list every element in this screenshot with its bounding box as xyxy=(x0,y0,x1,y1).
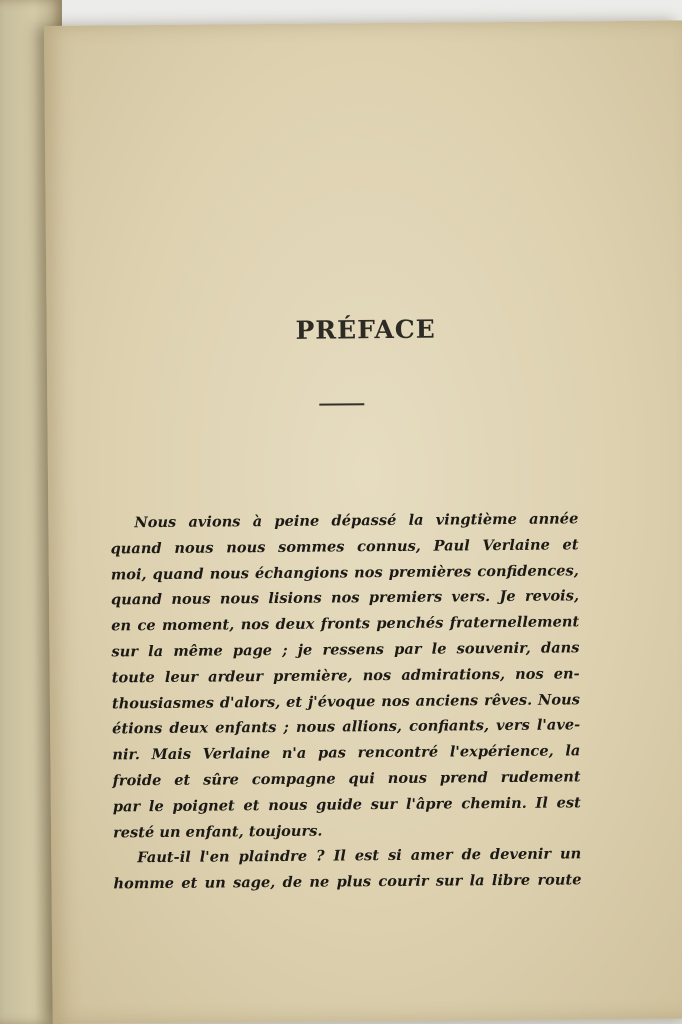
title-divider xyxy=(319,403,364,405)
text-line: moi, quand nous échangions nos premières confidences, xyxy=(110,561,579,584)
preface-text xyxy=(110,506,581,897)
text-line: en ce moment, nos deux fronts penchés fraternellement xyxy=(111,613,580,635)
text-line: homme et un sage, de ne plus courir sur la libre route xyxy=(113,871,582,893)
text-line: quand nous nous sommes connus, Paul Verlaine et xyxy=(110,536,579,558)
book-page xyxy=(44,20,682,1024)
text-line: thousiasmes d'alors, et j'évoque nos anciens rêves. Nous xyxy=(111,690,580,713)
text-line: quand nous nous lisions nos premiers vers. Je revois, xyxy=(110,587,580,609)
text-line: toute leur ardeur première, nos admirations, nos en- xyxy=(111,665,580,687)
text-line: nir. Mais Verlaine n'a pas rencontré l'expérience, la xyxy=(112,742,581,764)
text-line: froide et sûre compagne qui nous prend rudement xyxy=(112,768,581,790)
text-line: sur la même page ; je ressens par le souvenir, dans xyxy=(111,639,580,661)
text-line: resté un enfant, toujours. xyxy=(112,822,323,841)
text-line: Nous avions à peine dépassé la vingtième année xyxy=(134,510,579,532)
page-title: PRÉFACE xyxy=(295,314,436,345)
text-line: Faut-il l'en plaindre ? Il est si amer de devenir un xyxy=(137,845,582,867)
text-line: étions deux enfants ; nous allions, confiants, vers l'ave- xyxy=(112,716,581,738)
text-line: par le poignet et nous guide sur l'âpre chemin. Il est xyxy=(112,794,581,816)
